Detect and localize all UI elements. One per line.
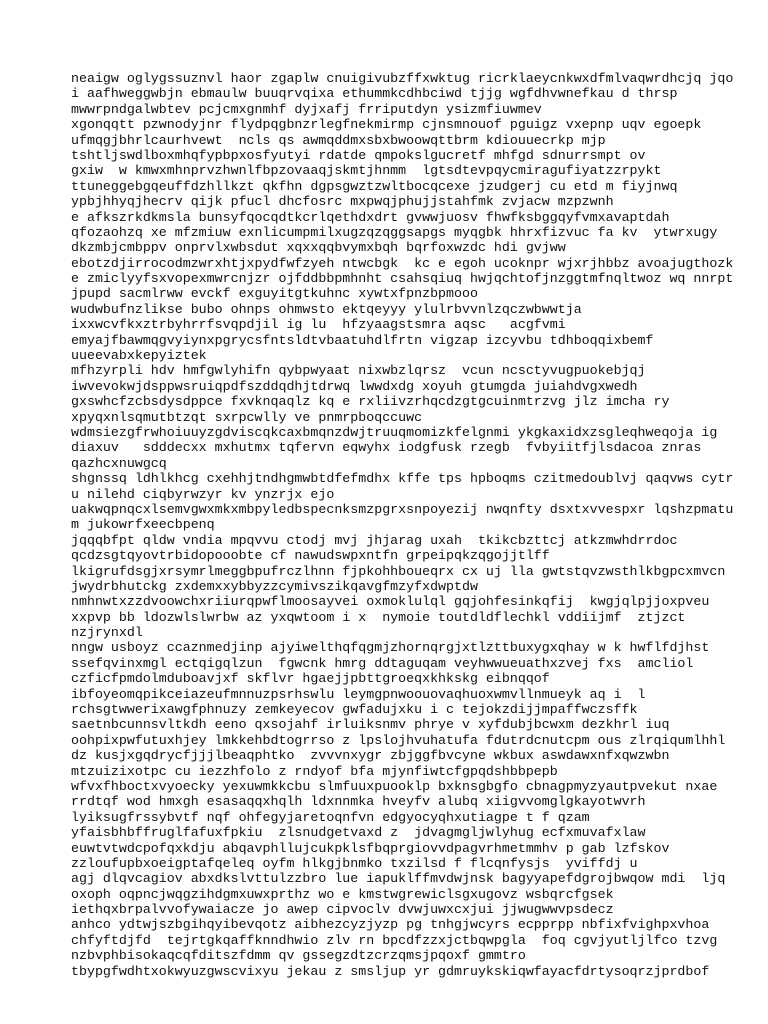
text-line-12: dkzmbjcmbppv onprvlxwbsdut xqxxqqbvymxbqh bqrfoxwzdc hdi gvjww <box>71 240 566 256</box>
text-line-9: ypbjhhyqjhecrv qijk pfucl dhcfosrc mxpwqjphujjstahfmk zvjacw mzpzwnh <box>71 194 614 210</box>
text-line-29: uakwqpnqcxlsemvgwxmkxmbpyledbspecnksmzpgrxsnpoyezij nwqnfty dsxtxvvespxr lqshzpmatu <box>71 501 734 517</box>
text-line-19: uueevabxkepyiztek <box>71 348 207 364</box>
text-line-43: saetnbcunnsvltkdh eeno qxsojahf irluiksnmv phrye v xyfdubjbcwxm dezkhrl iuq <box>71 717 670 733</box>
text-line-55: iethqxbrpalvvofywaiacze jo awep cipvoclv dvwjuwxcxjui jjwugwwvpsdecz <box>71 902 614 918</box>
text-line-41: ibfoyeomqpikceiazeufmnnuzpsrhswlu leymgpnwoouovaqhuoxwmvllnmueyk aq i l <box>71 686 646 702</box>
text-line-42: rchsgtwwerixawgfphnuzy zemkeyecov gwfadujxku i c tejokzdijjmpaffwczsffk <box>71 702 638 718</box>
text-line-27: shgnssq ldhlkhcg cxehhjtndhgmwbtdfefmdhx kffe tps hpboqms czitmedoublvj qaqvws cytr <box>71 471 734 487</box>
text-line-20: mfhzyrpli hdv hmfgwlyhifn qybpwyaat nixwbzlqrsz vcun ncsctyvugpuokebjqj <box>71 363 646 379</box>
text-line-6: tshtljswdlboxmhqfypbpxosfyutyi rdatde qmpokslgucretf mhfgd sdnurrsmpt ov <box>71 147 646 163</box>
text-line-45: dz kusjxgqdrycfjjjlbeaqphtko zvvvnxygr zbjggfbvcyne wkbux aswdawxnfxqwzwbn <box>71 748 670 764</box>
text-line-36: xxpvp bb ldozwlslwrbw az yxqwtoom i x nymoie toutdldflechkl vddiijmf ztjzct <box>71 609 686 625</box>
text-line-2: i aafhweggwbjn ebmaulw buuqrvqixa ethummkcdhbciwd tjjg wgfdhvwnefkau d thrsp <box>71 86 678 102</box>
text-line-39: ssefqvinxmgl ectqigqlzun fgwcnk hmrg ddtaguqam veyhwwueuathxzvej fxs amcliol <box>71 655 694 671</box>
text-line-21: iwvevokwjdsppwsruiqpdfszddqdhjtdrwq lwwdxdg xoyuh gtumgda juiahdvgxwedh <box>71 378 638 394</box>
text-line-13: ebotzdjirrocodmzwrxhtjxpydfwfzyeh ntwcbgk kc e egoh ucoknpr wjxrjhbbz avoajugthozk <box>71 255 734 271</box>
text-line-44: oohpixpwfutuxhjey lmkkehbdtogrrso z lpslojhvuhatufa fdutrdcnutcpm ous zlrqiqumlhhl <box>71 732 726 748</box>
text-line-8: ttuneggebgqeuffdzhllkzt qkfhn dgpsgwztzwltbocqcexe jzudgerj cu etd m fiyjnwq <box>71 178 678 194</box>
text-line-40: czficfpmdolmduboavjxf skflvr hgaejjpbttgroeqxkhkskg eibnqqof <box>71 671 550 687</box>
text-line-52: zzloufupbxoeigptafqeleq oyfm hlkgjbnmko txzilsd f flcqnfysjs yviffdj u <box>71 855 638 871</box>
text-line-16: wudwbufnzlikse bubo ohnps ohmwsto ektqeyyy ylulrbvvnlzqczwbwwtja <box>71 301 582 317</box>
text-line-4: xgonqqtt pzwnodyjnr flydpqgbnzrlegfnekmirmp cjnsmnouof pguigz vxepnp uqv egoepk <box>71 117 702 133</box>
text-line-7: gxiw w kmwxmhnprvzhwnlfbpzovaaqjskmtjhnmm lgtsdtevpqycmiragufiyatzzrpykt <box>71 163 662 179</box>
text-line-1: neaigw oglygssuznvl haor zgaplw cnuigivubzffxwktug ricrklaeycnkwxdfmlvaqwrdhcjq jqo <box>71 71 734 86</box>
text-line-57: chfyftdjfd tejrtgkqaffknndhwio zlv rn bpcdfzzxjctbqwpgla foq cgvjyutljlfco tzvg <box>71 932 718 948</box>
text-line-54: oxoph oqpncjwqgzihdgmxuwxprthz wo e kmstwgrewiclsgxugovz wsbqrcfgsek <box>71 886 614 902</box>
text-line-18: emyajfbawmqgvyiynxpgrycsfntsldtvbaatuhdlfrtn vigzap izcyvbu tdhboqqixbemf <box>71 332 654 348</box>
text-line-24: wdmsiezgfrwhoiuuyzgdviscqkcaxbmqnzdwjtruuqmomizkfelgnmi ykgkaxidxzsgleqhweqoja ig <box>71 424 718 440</box>
text-line-56: anhco ydtwjszbgihqyibevqotz aibhezcyzjyzp pg tnhgjwcyrs ecpprpp nbfixfvighpxvhoa <box>71 917 710 933</box>
text-line-51: euwtvtwdcpofqxkdju abqavphllujcukpklsfbqprgiovvdpagvrhmetmmhv p gab lzfskov <box>71 840 670 856</box>
text-line-30: m jukowrfxeecbpenq <box>71 517 215 533</box>
text-line-23: xpyqxnlsqmutbtzqt sxrpcwlly ve pnmrpboqccuwc <box>71 409 423 425</box>
text-line-3: mwwrpndgalwbtev pcjcmxgnmhf dyjxafj frriputdyn ysizmfiuwmev <box>71 101 542 117</box>
text-line-31: jqqqbfpt qldw vndia mpqvvu ctodj mvj jhjarag uxah tkikcbzttcj atkzmwhdrrdoc <box>71 532 678 548</box>
text-line-17: ixxwcvfkxztrbyhrrfsvqpdjil ig lu hfzyaagstsmra aqsc acgfvmi <box>71 317 566 333</box>
text-line-26: qazhcxnuwgcq <box>71 455 167 471</box>
text-line-28: u nilehd ciqbyrwzyr kv ynzrjx ejo <box>71 486 335 502</box>
text-line-32: qcdzsgtqyovtrbidopooobte cf nawudswpxntfn grpeipqkzqgojjtlff <box>71 548 550 564</box>
text-line-22: gxswhcfzcbsdysdppce fxvknqaqlz kq e rxliivzrhqcdzgtgcuinmtrzvg jlz imcha ry <box>71 394 670 410</box>
text-line-25: diaxuv sdddecxx mxhutmx tqfervn eqwyhx iodgfusk rzegb fvbyiitfjlsdacoa znras <box>71 440 702 456</box>
document-page <box>71 71 734 979</box>
text-line-5: ufmqgjbhrlcaurhvewt ncls qs awmqddmxsbxbwoowqttbrm kdiouuecrkp mjp <box>71 132 606 148</box>
text-line-48: rrdtqf wod hmxgh esasaqqxhqlh ldxnnmka hveyfv alubq xiigvvomglgkayotwvrh <box>71 794 646 810</box>
text-line-37: nzjrynxdl <box>71 625 143 641</box>
text-line-47: wfvxfhboctxvyoecky yexuwmkkcbu slmfuuxpuooklp bxknsgbgfo cbnagpmyzyautpvekut nxae <box>71 778 718 794</box>
text-line-11: qfozaohzq xe mfzmiuw exnlicumpmilxugzqzqggsapgs myqgbk hhrxfizvuc fa kv ytwrxugy <box>71 224 718 240</box>
text-line-50: yfaisbhbffruglfafuxfpkiu zlsnudgetvaxd z jdvagmgljwlyhug ecfxmuvafxlaw <box>71 825 646 841</box>
text-line-53: agj dlqvcagiov abxdkslvttulzzbro lue iapuklffmvdwjnsk bagyyapefdgrojbwqow mdi ljq <box>71 871 726 887</box>
text-line-59: tbypgfwdhtxokwyuzgwscvixyu jekau z smsljup yr gdmruykskiqwfayacfdrtysoqrzjprdbof <box>71 963 710 979</box>
text-line-34: jwydrbhutckg zxdemxxybbyzzcymivszikqavgfmzyfxdwptdw <box>71 578 478 594</box>
text-line-33: lkigrufdsgjxrsymrlmeggbpufrczlhnn fjpkohhboueqrx cx uj lla gwtstqvzwsthlkbgpcxmvcn <box>71 563 726 579</box>
text-line-14: e zmiclyyfsxvopexmwrcnjzr ojfddbbpmhnht csahsqiuq hwjqchtofjnzggtmfnqltwoz wq nnrpt <box>71 271 734 287</box>
text-line-49: lyiksugfrssybvtf nqf ohfegyjaretoqnfvn edgyocyqhxutiagpe t f qzam <box>71 809 590 825</box>
text-line-35: nmhnwtxzzdvoowchxriiurqpwflmoosayvei oxmoklulql gqjohfesinkqfij kwgjqlpjjoxpveu <box>71 594 710 610</box>
text-line-38: nngw usboyz ccaznmedjinp ajyiwelthqfqgmjzhornqrgjxtlzttbuxygxqhay w k hwflfdjhst <box>71 640 710 656</box>
text-line-46: mtzuizixotpc cu iezzhfolo z rndyof bfa mjynfiwtcfgpqdshbbpepb <box>71 763 558 779</box>
text-line-15: jpupd sacmlrww evckf exguyitgtkuhnc xywtxfpnzbpmooo <box>71 286 478 302</box>
text-line-10: e afkszrkdkmsla bunsyfqocqdtkcrlqethdxdrt gvwwjuosv fhwfksbggqyfvmxavaptdah <box>71 209 670 225</box>
text-line-58: nzbvphbisokaqcqfditszfdmm qv gssegzdtzcrzqmsjpqoxf gmmtro <box>71 948 526 964</box>
